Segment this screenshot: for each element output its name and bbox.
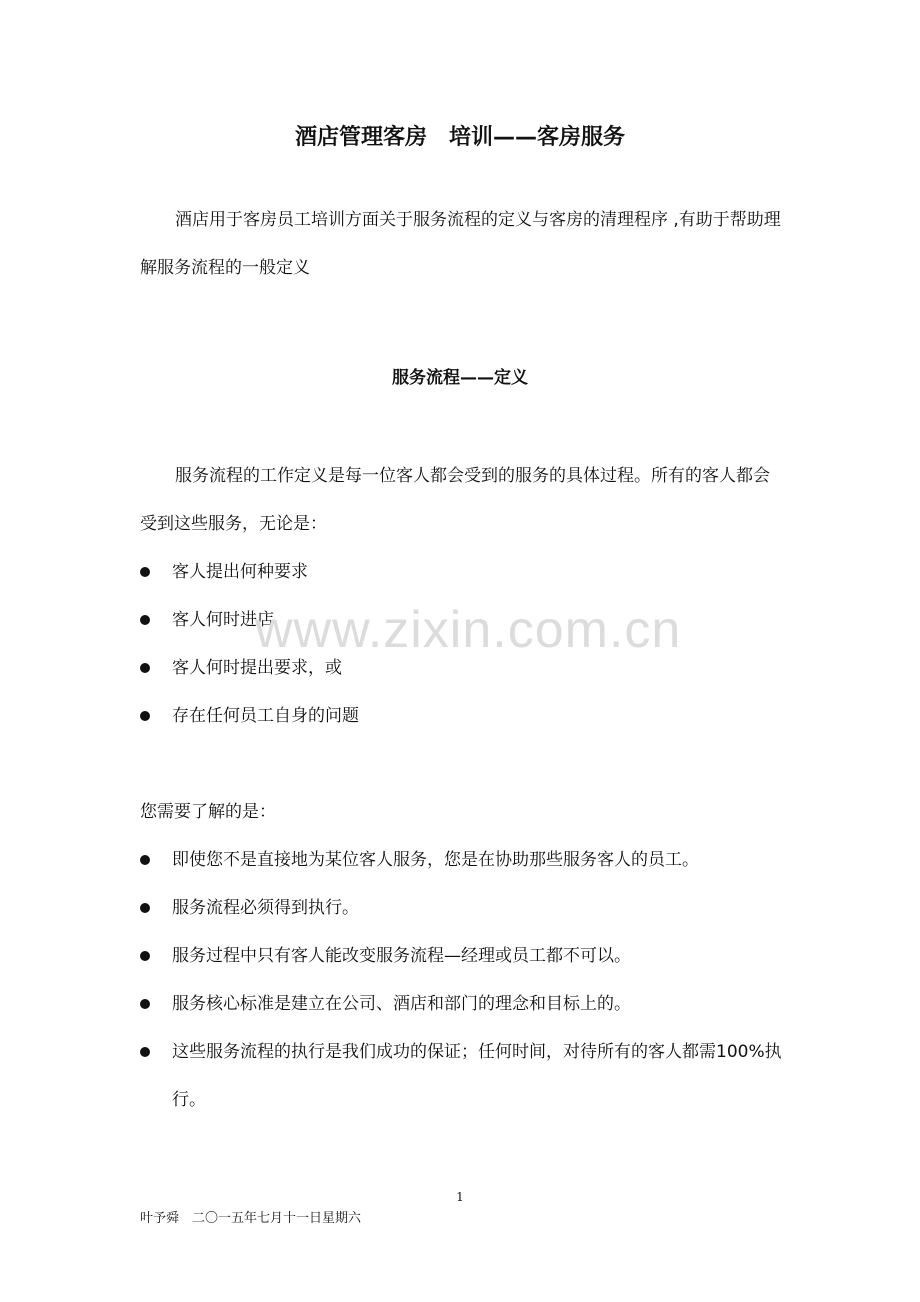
list-item: 存在任何员工自身的问题 [140, 692, 790, 740]
bullet-icon [140, 663, 150, 673]
definition-paragraph: 服务流程的工作定义是每一位客人都会受到的服务的具体过程。所有的客人都会受到这些服务，无论是： [140, 466, 770, 534]
bullet-icon [140, 1047, 150, 1057]
list-item: 即使您不是直接地为某位客人服务，您是在协助那些服务客人的员工。 [140, 836, 790, 884]
document-title: 酒店管理客房 培训——客房服务 [294, 125, 625, 150]
list-item: 服务核心标准是建立在公司、酒店和部门的理念和目标上的。 [140, 980, 790, 1028]
footer-text: 叶予舜 二〇一五年七月十一日星期六 [140, 1211, 362, 1226]
section-title: 服务流程——定义 [392, 368, 528, 388]
list-item: 客人何时提出要求，或 [140, 644, 790, 692]
bullet-icon [140, 951, 150, 961]
need-to-know-list [140, 836, 790, 1124]
bullet-icon [140, 999, 150, 1009]
intro-paragraph: 酒店用于客房员工培训方面关于服务流程的定义与客房的清理程序 ,有助于帮助理解服务流程的一般定义 [140, 210, 781, 278]
bullet-icon [140, 855, 150, 865]
watermark: www.zixin.com.cn [255, 601, 682, 659]
need-to-know-label: 您需要了解的是： [140, 802, 276, 822]
bullet-icon [140, 711, 150, 721]
list-item: 这些服务流程的执行是我们成功的保证；任何时间，对待所有的客人都需100%执行。 [140, 1028, 790, 1124]
list-item: 服务流程必须得到执行。 [140, 884, 790, 932]
bullet-icon [140, 615, 150, 625]
bullet-icon [140, 903, 150, 913]
list-item: 服务过程中只有客人能改变服务流程—经理或员工都不可以。 [140, 932, 790, 980]
bullet-icon [140, 567, 150, 577]
list-item: 客人何时进店 [140, 596, 790, 644]
list-item: 客人提出何种要求 [140, 548, 790, 596]
page-number: 1 [456, 1190, 464, 1204]
